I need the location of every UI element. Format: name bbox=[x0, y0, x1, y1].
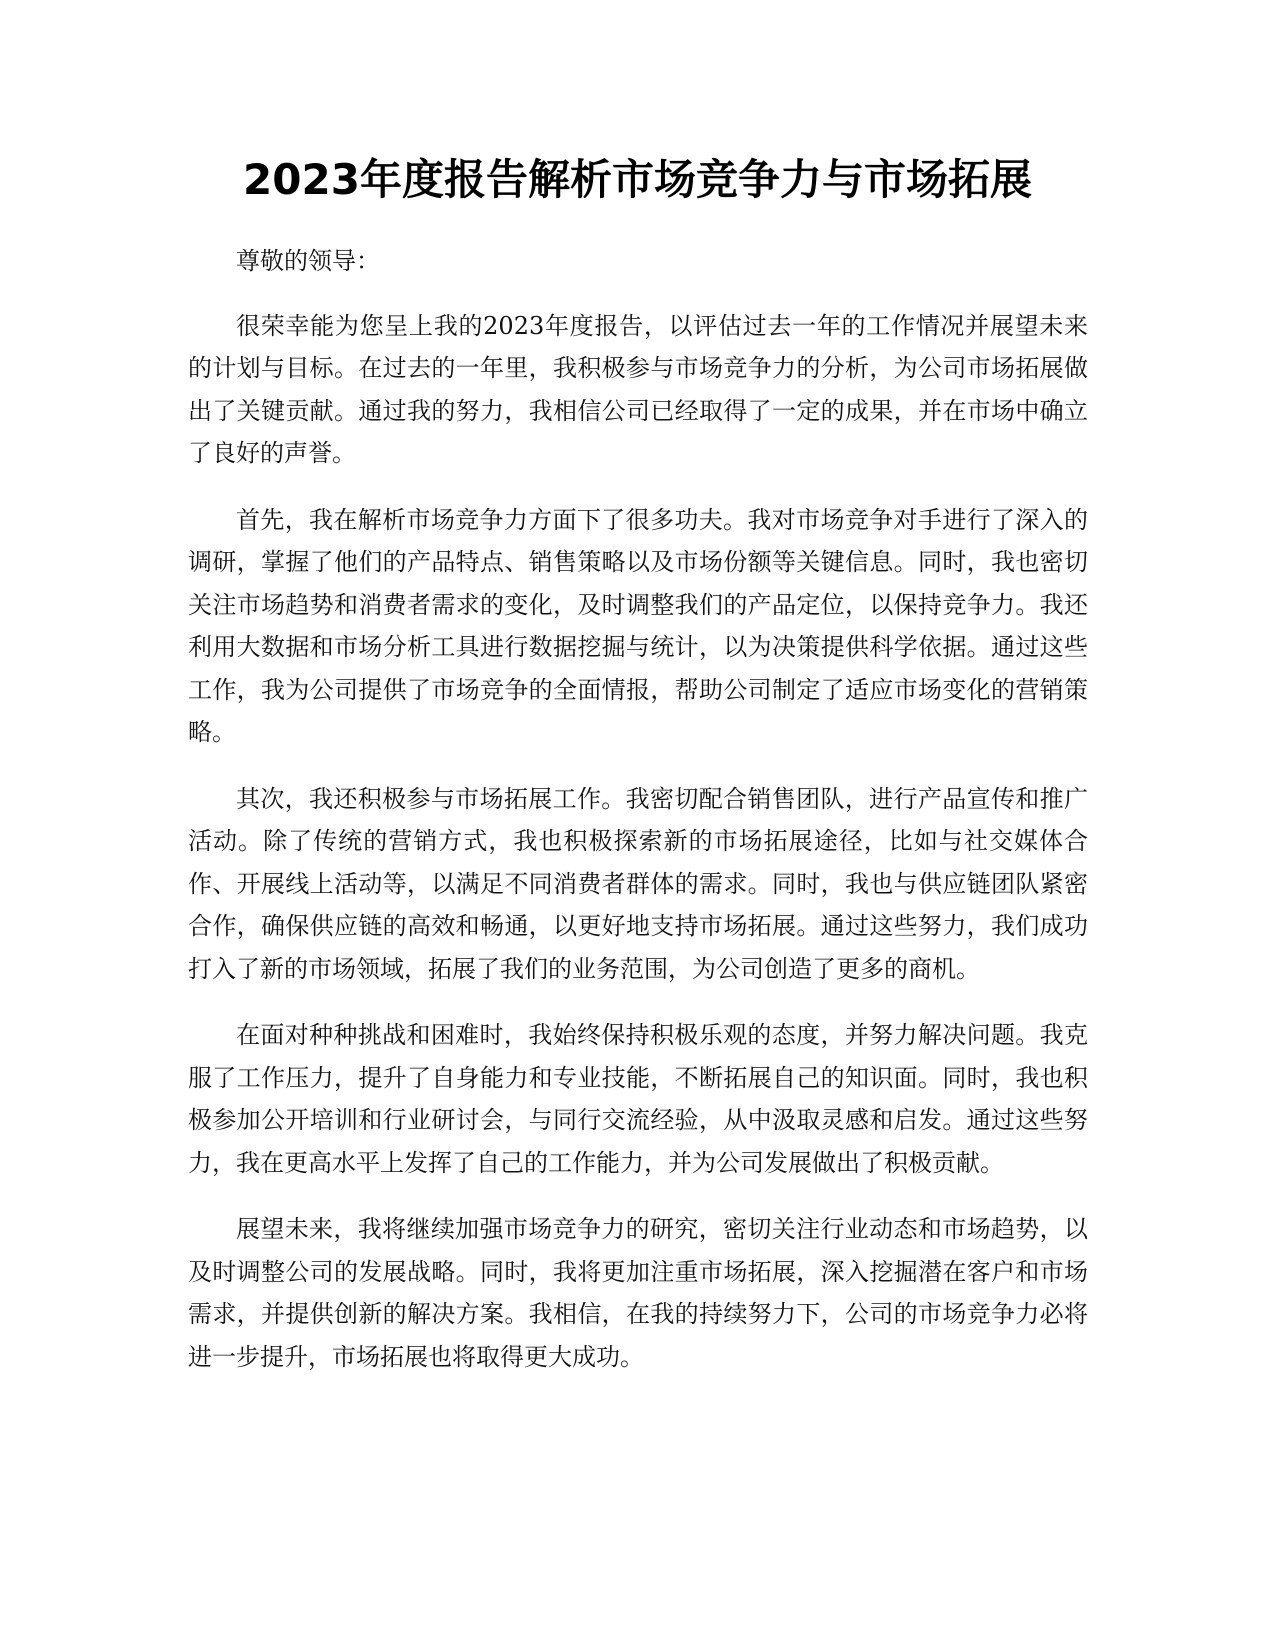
paragraph-market-expansion: 其次，我还积极参与市场拓展工作。我密切配合销售团队，进行产品宣传和推广活动。除了传统的营销方式，我也积极探索新的市场拓展途径，比如与社交媒体合作、开展线上活动等，以满足不同消费者群体的需求。同时，我也与供应链团队紧密合作，确保供应链的高效和畅通，以更好地支持市场拓展。通过这些努力，我们成功打入了新的市场领域，拓展了我们的业务范围，为公司创造了更多的商机。 bbox=[188, 784, 1088, 983]
paragraph-competitiveness: 首先，我在解析市场竞争力方面下了很多功夫。我对市场竞争对手进行了深入的调研，掌握了他们的产品特点、销售策略以及市场份额等关键信息。同时，我也密切关注市场趋势和消费者需求的变化，及时调整我们的产品定位，以保持竞争力。我还利用大数据和市场分析工具进行数据挖掘与统计，以为决策提供科学依据。通过这些工作，我为公司提供了市场竞争的全面情报，帮助公司制定了适应市场变化的营销策略。 bbox=[188, 505, 1088, 746]
paragraph-intro: 很荣幸能为您呈上我的2023年度报告，以评估过去一年的工作情况并展望未来的计划与目标。在过去的一年里，我积极参与市场竞争力的分析，为公司市场拓展做出了关键贡献。通过我的努力，我相信公司已经取得了一定的成果，并在市场中确立了良好的声誉。 bbox=[188, 311, 1088, 467]
document-title: 2023年度报告解析市场竞争力与市场拓展 bbox=[243, 155, 1032, 204]
paragraph-challenges: 在面对种种挑战和困难时，我始终保持积极乐观的态度，并努力解决问题。我克服了工作压力，提升了自身能力和专业技能，不断拓展自己的知识面。同时，我也积极参加公开培训和行业研讨会，与同行交流经验，从中汲取灵感和启发。通过这些努力，我在更高水平上发挥了自己的工作能力，并为公司发展做出了积极贡献。 bbox=[188, 1021, 1088, 1177]
paragraph-outlook: 展望未来，我将继续加强市场竞争力的研究，密切关注行业动态和市场趋势，以及时调整公司的发展战略。同时，我将更加注重市场拓展，深入挖掘潜在客户和市场需求，并提供创新的解决方案。我相信，在我的持续努力下，公司的市场竞争力必将进一步提升，市场拓展也将取得更大成功。 bbox=[188, 1215, 1088, 1371]
salutation: 尊敬的领导： bbox=[236, 247, 380, 275]
document-body bbox=[188, 240, 1088, 1402]
